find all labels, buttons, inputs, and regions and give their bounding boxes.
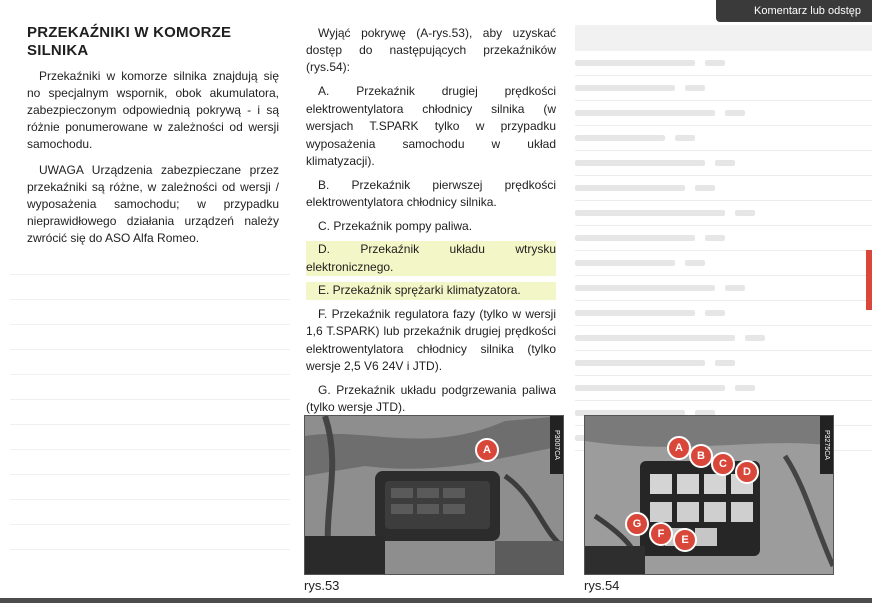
figure-54-marker-f: F bbox=[649, 522, 673, 546]
figure-54-code: P3275CA bbox=[820, 416, 833, 474]
bottom-scrollbar-track bbox=[0, 598, 872, 603]
relay-item-a: A. Przekaźnik drugiej prędkości elektrowentylatora chłodnicy silnika (w wersjach T.SPARK tylko w przypadku wyposażenia samochodu w układ klimatyzacji). bbox=[306, 84, 556, 168]
middle-column bbox=[306, 25, 556, 423]
intro-paragraph: Przekaźniki w komorze silnika znajdują się no specjalnym wspornik, obok akumulatora, zabezpieczonym odpowiednią pokrywą - i są różnie ponumerowane w zależności od wersji samochodu. bbox=[27, 69, 279, 151]
figure-53-code: P3007CA bbox=[550, 416, 563, 474]
figure-54-photo bbox=[584, 415, 834, 575]
figure-54-marker-e: E bbox=[673, 528, 697, 552]
bleed-through-columns bbox=[10, 250, 290, 580]
left-column bbox=[27, 24, 279, 256]
cover-instruction: Wyjąć pokrywę (A-rys.53), aby uzyskać dostęp do następujących przekaźników (rys.54): bbox=[306, 26, 556, 74]
relay-item-g: G. Przekaźnik układu podgrzewania paliwa (tylko wersje JTD). bbox=[306, 382, 556, 414]
relay-item-c: C. Przekaźnik pompy paliwa. bbox=[318, 218, 473, 233]
warning-paragraph: UWAGA Urządzenia zabezpieczane przez przekaźniki są różne, w zależności od wersji / wyposażenia samochodu; w przypadku nieprawidłowego działania urządzeń należy zwrócić się do ASO Alfa Romeo. bbox=[27, 163, 279, 245]
figure-54-marker-c: C bbox=[711, 452, 735, 476]
comment-button[interactable]: Komentarz lub odstęp bbox=[716, 0, 872, 22]
relay-item-f: F. Przekaźnik regulatora fazy (tylko w wersji 1,6 T.SPARK) lub przekaźnik drugiej prędkości elektrowentylatora chłodnicy silnika (tylko wersje 2,5 V6 24V i JTD). bbox=[306, 306, 556, 373]
relay-item-d: D. Przekaźnik układu wtrysku elektronicznego. bbox=[306, 241, 556, 276]
figure-53-photo bbox=[304, 415, 564, 575]
page-edge-tab bbox=[866, 250, 872, 310]
section-title: PRZEKAŹNIKI W KOMORZE SILNIKA bbox=[27, 24, 232, 59]
figure-53-caption: rys.53 bbox=[304, 578, 340, 593]
figure-54-marker-a: A bbox=[667, 436, 691, 460]
relay-item-e: E. Przekaźnik sprężarki klimatyzatora. bbox=[306, 282, 556, 300]
figure-54-marker-g: G bbox=[625, 512, 649, 536]
relay-item-b: B. Przekaźnik pierwszej prędkości elektrowentylatora chłodnicy silnika. bbox=[306, 177, 556, 209]
figure-54-marker-b: B bbox=[689, 444, 713, 468]
figure-54-caption: rys.54 bbox=[584, 578, 620, 593]
figure-53-marker-a: A bbox=[475, 438, 499, 462]
figure-54-marker-d: D bbox=[735, 460, 759, 484]
